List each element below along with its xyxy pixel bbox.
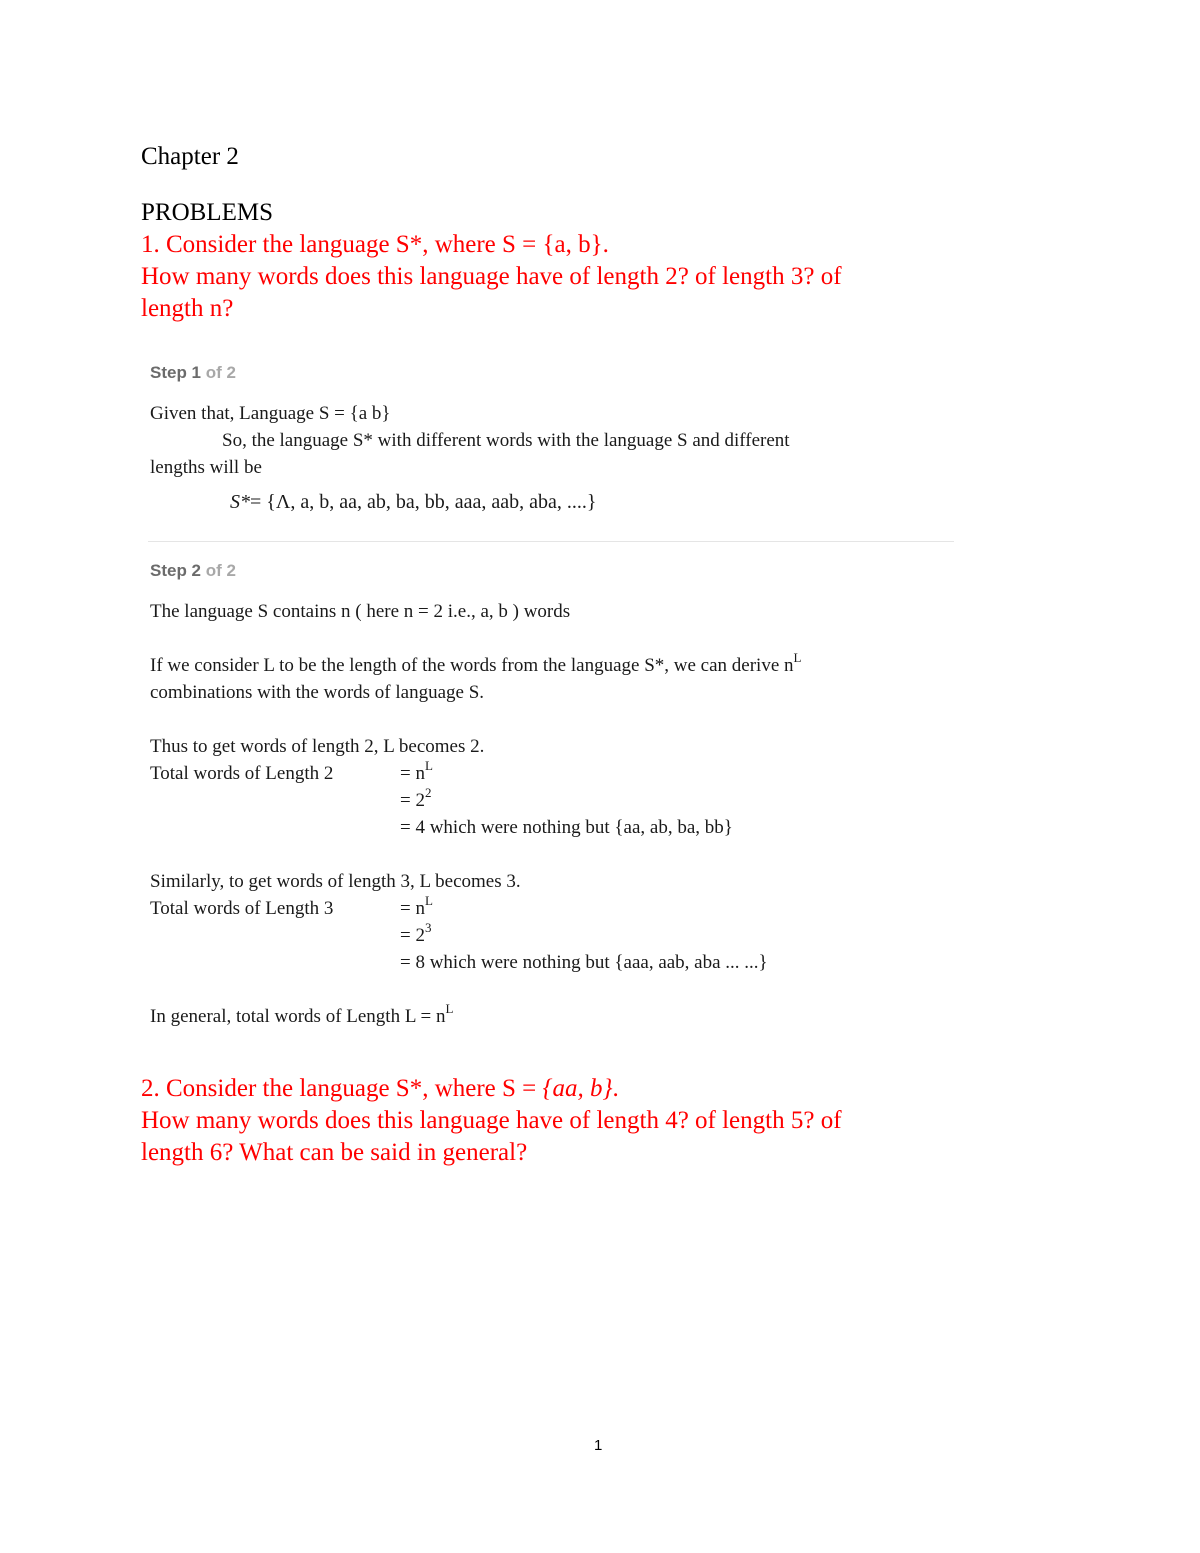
set-rhs: = {Λ, a, b, aa, ab, ba, bb, aaa, aab, aba, ....} [250,491,597,513]
step-2-of: of 2 [205,561,236,580]
p2a-sup: L [793,650,802,665]
problem-2-line-1 [141,1075,619,1103]
l2-eq2-text: = 2 [400,790,425,811]
step-1-number: Step 1 [150,363,202,382]
length-3-eq-3: = 8 which were nothing but {aaa, aab, aba ... ...} [400,952,768,973]
problem-1-line-1: 1. Consider the language S*, where S = {a, b}. [141,231,609,258]
p2-line1-text: 2. Consider the language S*, where S = [141,1075,543,1102]
p2-line1-end: . [612,1075,619,1102]
step-2-label [150,561,236,581]
length-2-lhs: Total words of Length 2 [150,763,334,784]
problem-2-line-3: length 6? What can be said in general? [141,1139,528,1166]
l3-eq1-text: = n [400,898,425,919]
length-2-eq-2 [400,785,432,812]
step-1-set [230,491,597,514]
length-2-eq-1 [400,758,433,785]
length-2-eq-3: = 4 which were nothing but {aa, ab, ba, bb} [400,817,733,838]
chapter-title: Chapter 2 [141,143,239,170]
length-3-lhs: Total words of Length 3 [150,898,334,919]
set-lhs: S* [230,491,250,513]
step-2-p4: Similarly, to get words of length 3, L becomes 3. [150,871,521,892]
step-1-line-2: So, the language S* with different words with the language S and different [222,430,790,451]
step-2-p2a [150,650,802,677]
step-1-label [150,363,236,383]
step-2-p1: The language S contains n ( here n = 2 i.e., a, b ) words [150,601,571,622]
step-2-p2b: combinations with the words of language S. [150,682,485,703]
length-3-eq-1 [400,893,433,920]
problem-1-line-2: How many words does this language have of length 2? of length 3? of [141,263,842,290]
step-1-line-3: lengths will be [150,457,262,478]
step-1-given: Given that, Language S = {a b} [150,403,391,424]
l3-eq2-text: = 2 [400,925,425,946]
p2a-text: If we consider L to be the length of the words from the language S*, we can derive n [150,655,794,676]
step-2-number: Step 2 [150,561,202,580]
problem-1-line-3: length n? [141,295,234,322]
step-divider [148,541,954,542]
l2-eq1-sup: L [424,758,433,773]
l3-eq2-sup: 3 [424,920,432,935]
section-title: PROBLEMS [141,199,273,226]
p5-sup: L [445,1001,454,1016]
page-number: 1 [594,1437,603,1454]
l3-eq1-sup: L [424,893,433,908]
p2-line1-set: {aa, b} [542,1075,613,1102]
p5-text: In general, total words of Length L = n [150,1006,446,1027]
l2-eq2-sup: 2 [424,785,432,800]
problem-2-line-2: How many words does this language have of length 4? of length 5? of [141,1107,842,1134]
l2-eq1-text: = n [400,763,425,784]
step-1-of: of 2 [205,363,236,382]
step-2-p3: Thus to get words of length 2, L becomes 2. [150,736,485,757]
length-3-eq-2 [400,920,432,947]
step-2-p5 [150,1001,454,1028]
